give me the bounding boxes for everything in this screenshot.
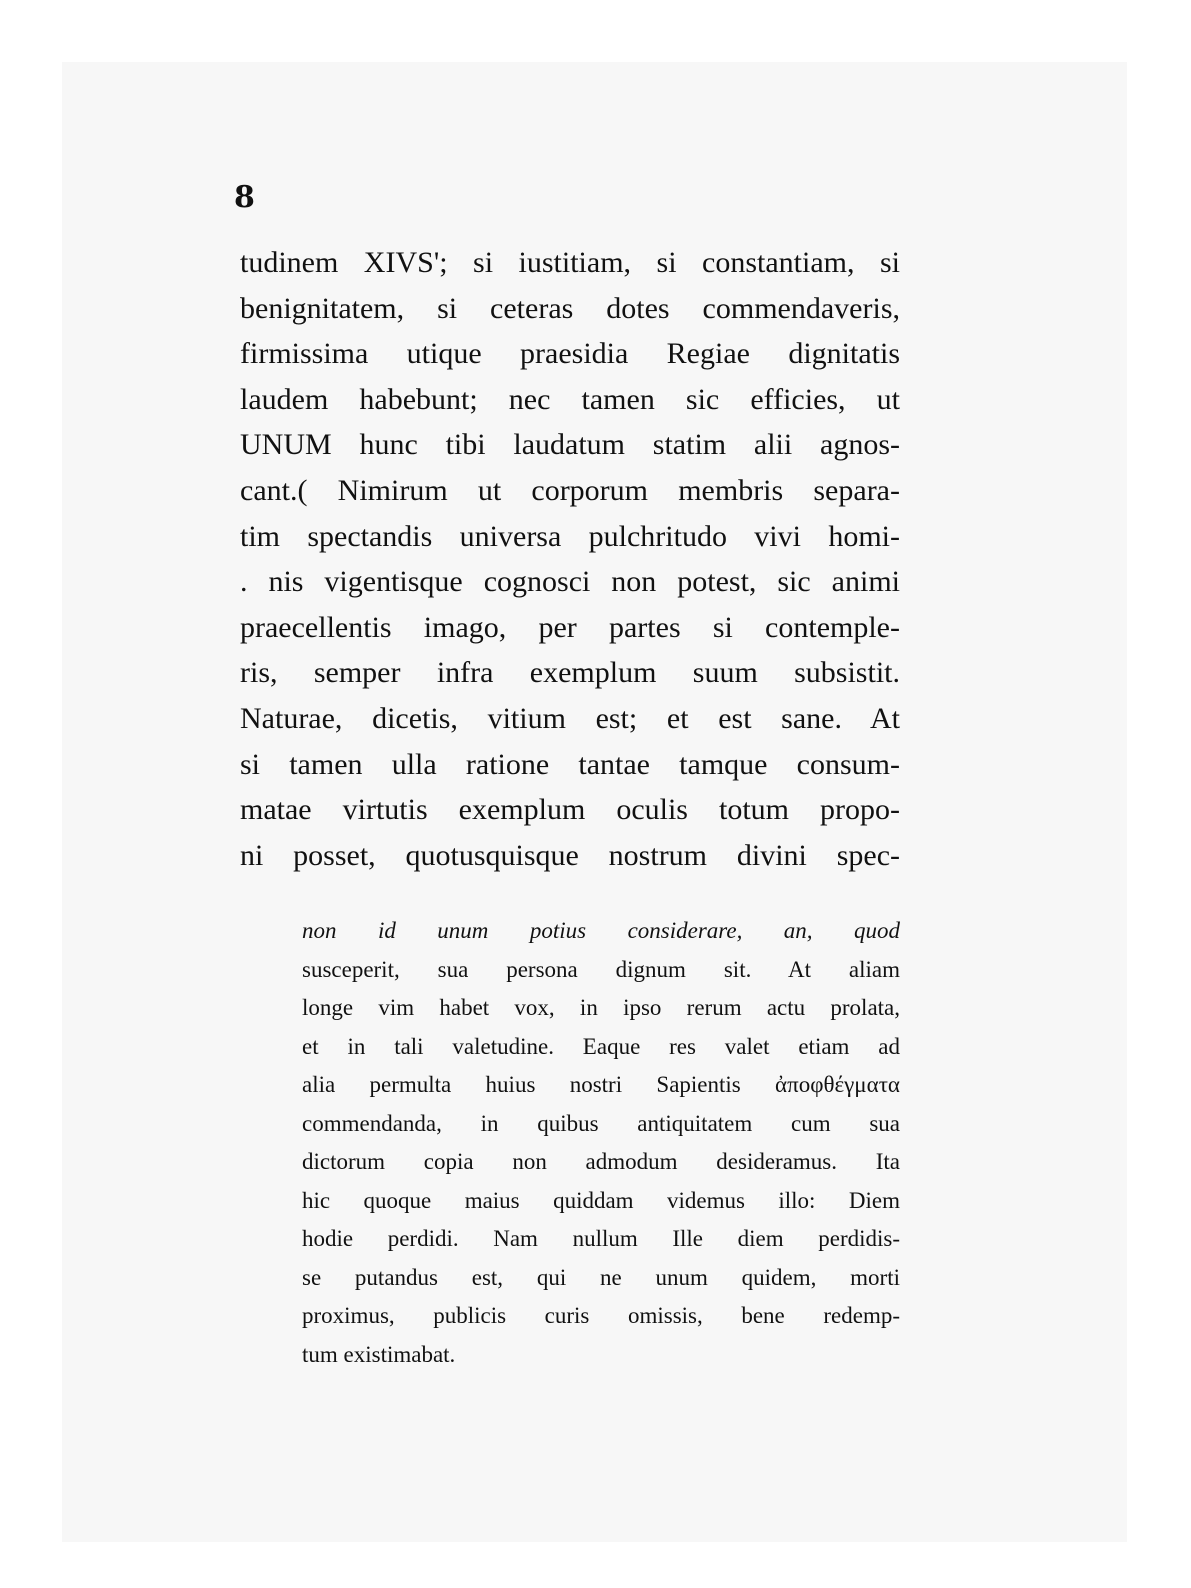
footnote-line: et in tali valetudine. Eaque res valet etiam ad [302, 1033, 900, 1059]
footnote-line: non id unum potius considerare, an, quod [302, 918, 900, 943]
main-text-line: si tamen ulla ratione tantae tamque consum- [240, 747, 900, 781]
main-text-line: praecellentis imago, per partes si contemple- [240, 610, 900, 644]
main-text-line: ris, semper infra exemplum suum subsistit. [240, 656, 900, 690]
main-text-line: Naturae, dicetis, vitium est; et est sane. At [240, 701, 900, 735]
footnote-line: tum existimabat. [302, 1341, 456, 1367]
main-text-line: tim spectandis universa pulchritudo vivi homi- [240, 519, 900, 553]
main-text-line: cant.( Nimirum ut corporum membris separa- [240, 473, 900, 507]
footnote-line: hic quoque maius quiddam videmus illo: Diem [302, 1187, 900, 1213]
main-text-block [240, 240, 900, 878]
footnote-line: proximus, publicis curis omissis, bene redemp- [302, 1303, 900, 1328]
page-number: 8 [234, 180, 255, 215]
main-text-line: tudinem XIVS'; si iustitiam, si constantiam, si [240, 246, 900, 279]
footnote-line: hodie perdidi. Nam nullum Ille diem perdidis- [302, 1226, 900, 1251]
footnote-line: alia permulta huius nostri Sapientis ἀποφθέγματα [302, 1072, 900, 1097]
main-text-line: . nis vigentisque cognosci non potest, sic animi [240, 565, 900, 599]
main-text-line: benignitatem, si ceteras dotes commendaveris, [240, 291, 900, 325]
main-text-line: matae virtutis exemplum oculis totum propo- [240, 793, 900, 827]
footnote-block [302, 912, 900, 1374]
footnote-line: commendanda, in quibus antiquitatem cum sua [302, 1110, 900, 1136]
main-text-line: ni posset, quotusquisque nostrum divini spec- [240, 838, 900, 872]
main-text-line: laudem habebunt; nec tamen sic efficies, ut [240, 382, 900, 416]
footnote-line: susceperit, sua persona dignum sit. At aliam [302, 956, 900, 982]
footnote-line: longe vim habet vox, in ipso rerum actu prolata, [302, 995, 900, 1020]
main-text-line: UNUM hunc tibi laudatum statim alii agnos- [240, 428, 900, 462]
footnote-line: se putandus est, qui ne unum quidem, morti [302, 1264, 900, 1290]
main-text-line: firmissima utique praesidia Regiae dignitatis [240, 337, 900, 371]
footnote-line: dictorum copia non admodum desideramus. Ita [302, 1149, 900, 1174]
